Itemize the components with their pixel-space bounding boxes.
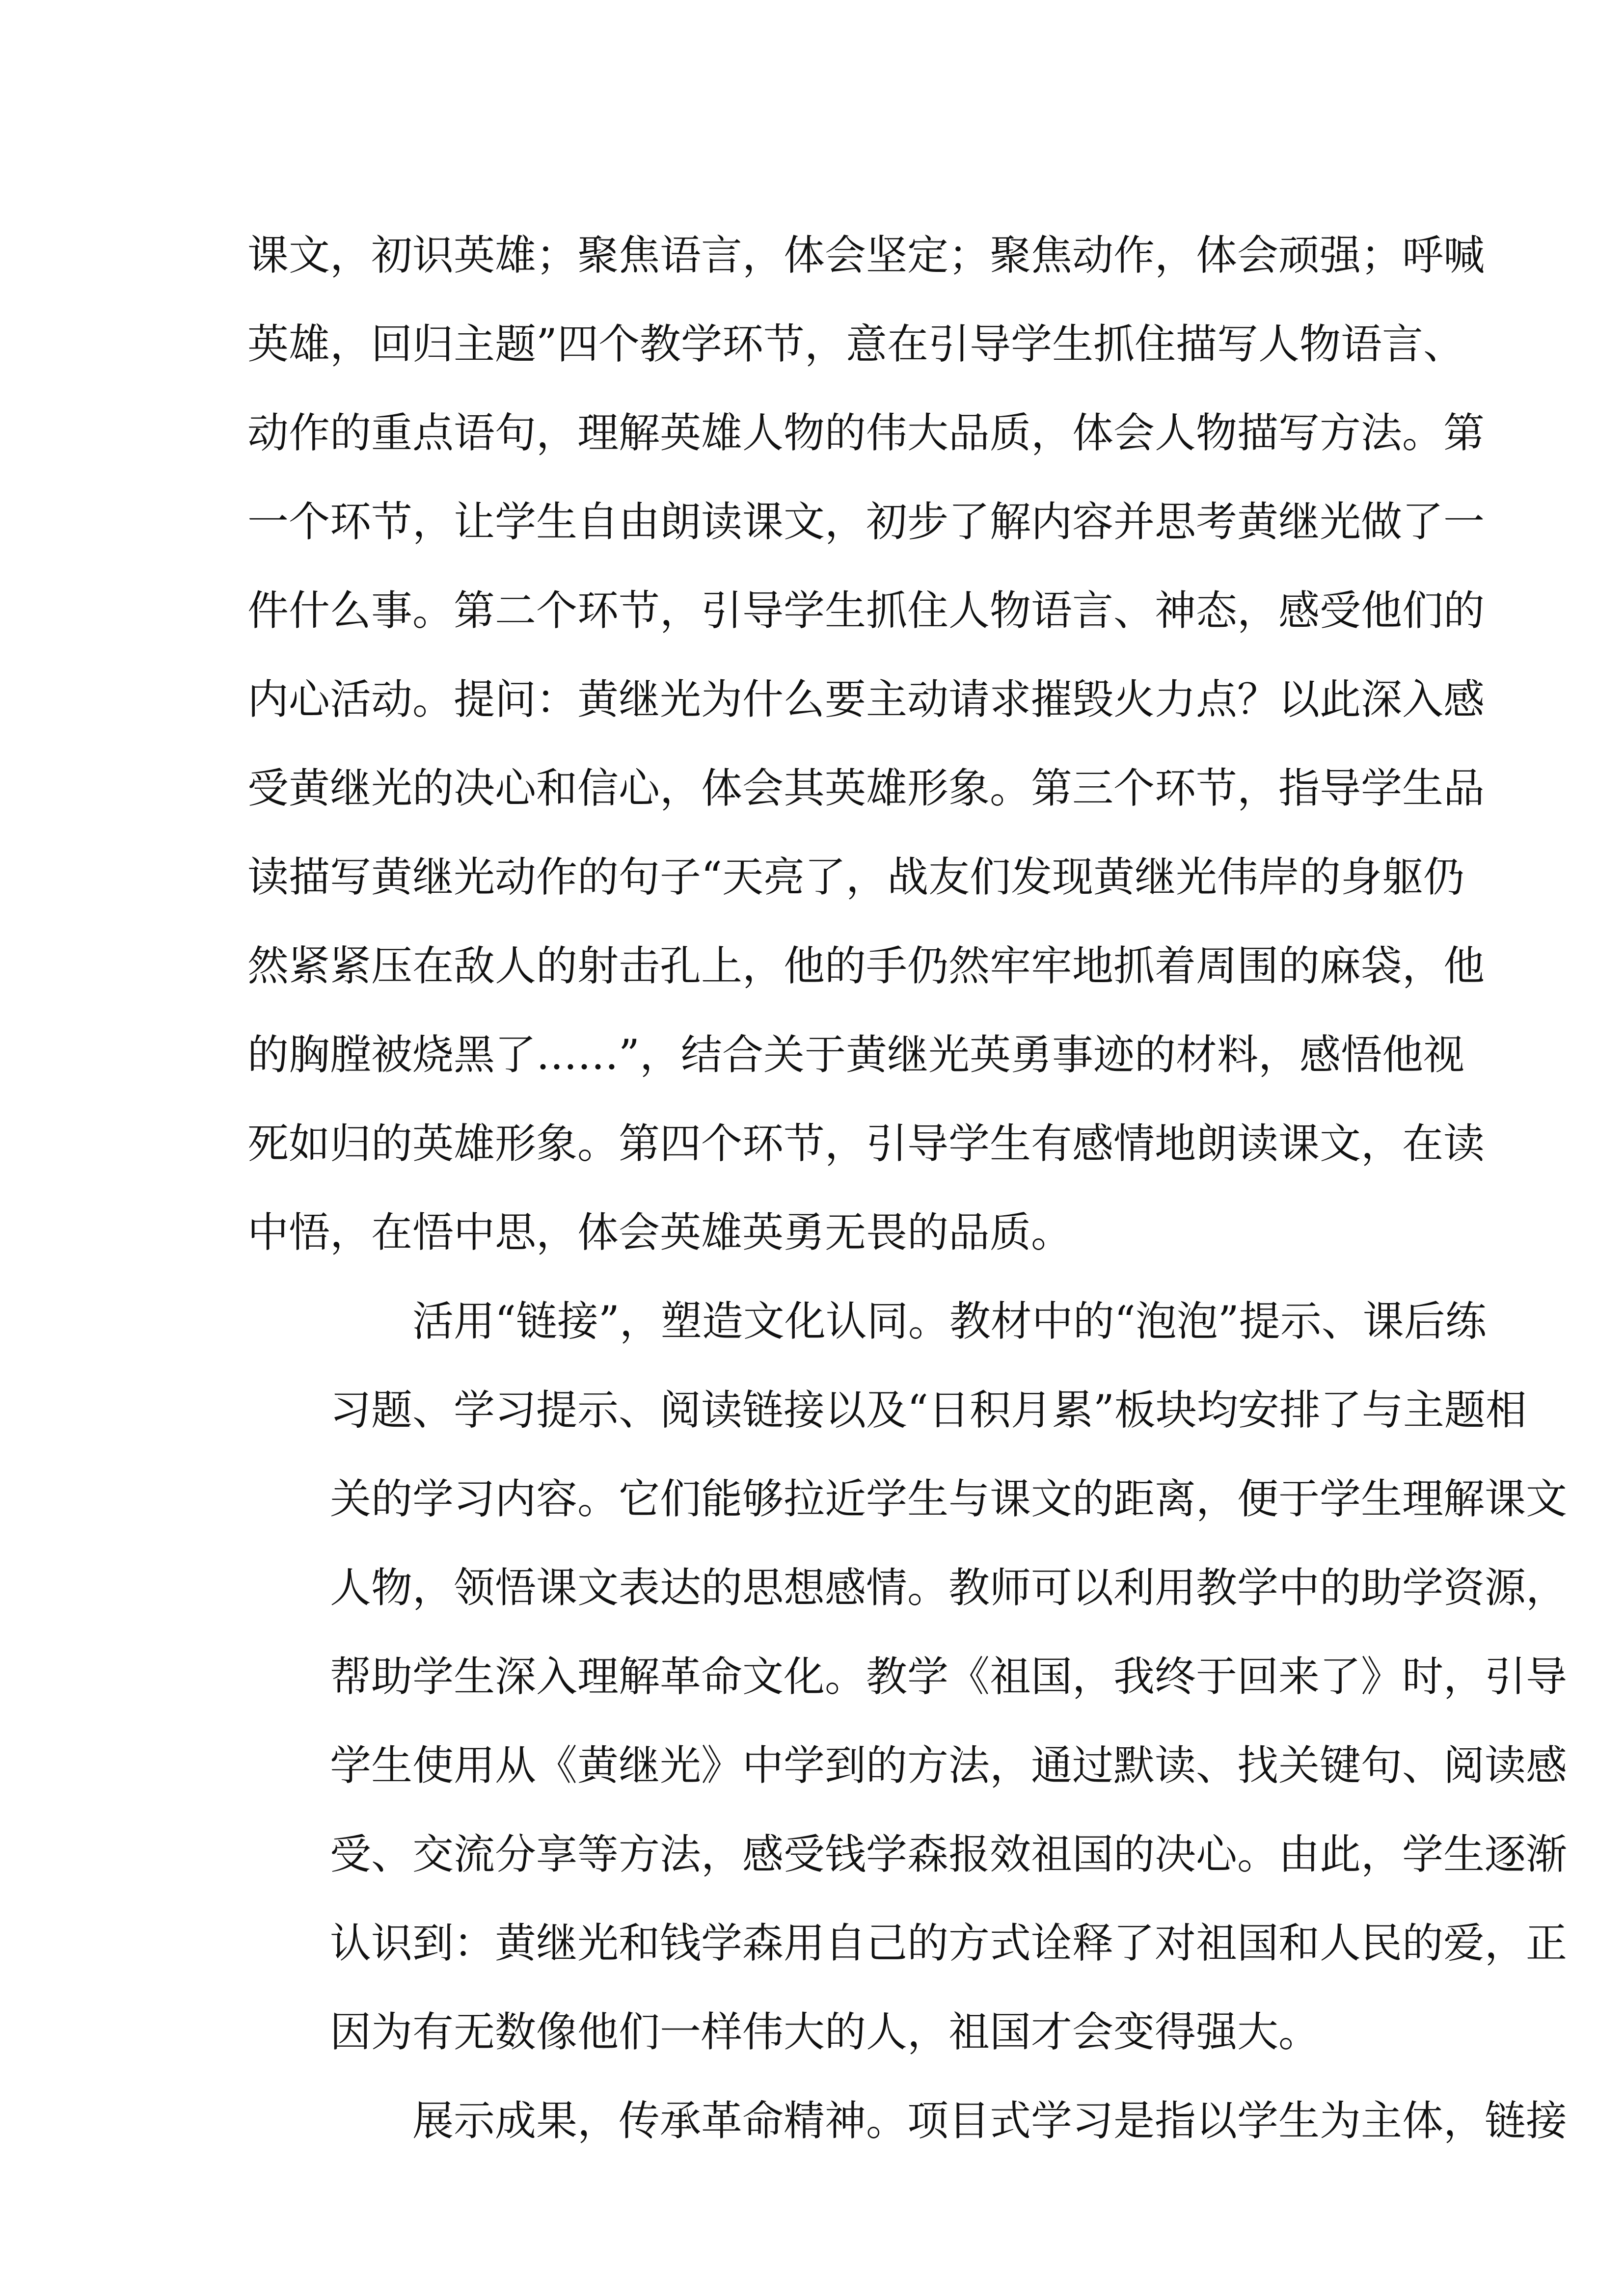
paragraph-line: 展示成果，传承革命精神。项目式学习是指以学生为主体，链接 (412, 2097, 1568, 2145)
paragraph-line: 读描写黄继光动作的句子“天亮了，战友们发现黄继光伟岸的身躯仍 (247, 853, 1464, 901)
paragraph-1 (247, 211, 1485, 1277)
paragraph-line: 关的学习内容。它们能够拉近学生与课文的距离，便于学生理解课文 (330, 1475, 1568, 1523)
paragraph-line: 活用“链接”，塑造文化认同。教材中的“泡泡”提示、课后练 (412, 1297, 1487, 1345)
paragraph-line: 一个环节，让学生自由朗读课文，初步了解内容并思考黄继光做了一 (247, 498, 1485, 546)
paragraph-line: 人物，领悟课文表达的思想感情。教师可以利用教学中的助学资源， (330, 1564, 1568, 1612)
paragraph-line: 英雄，回归主题”四个教学环节，意在引导学生抓住描写人物语言、 (247, 320, 1464, 368)
paragraph-2 (247, 1277, 1568, 2077)
paragraph-line: 习题、学习提示、阅读链接以及“日积月累”板块均安排了与主题相 (330, 1386, 1527, 1434)
paragraph-line: 受黄继光的决心和信心，体会其英雄形象。第三个环节，指导学生品 (247, 764, 1485, 812)
paragraph-line: 课文，初识英雄；聚焦语言，体会坚定；聚焦动作，体会顽强；呼喊 (247, 231, 1485, 279)
paragraph-line: 受、交流分享等方法，感受钱学森报效祖国的决心。由此，学生逐渐 (330, 1830, 1568, 1878)
paragraph-line: 学生使用从《黄继光》中学到的方法，通过默读、找关键句、阅读感 (330, 1741, 1568, 1789)
paragraph-line: 的胸膛被烧黑了……”，结合关于黄继光英勇事迹的材料，感悟他视 (247, 1031, 1464, 1079)
paragraph-line: 然紧紧压在敌人的射击孔上，他的手仍然牢牢地抓着周围的麻袋，他 (247, 942, 1485, 990)
document-body (247, 211, 1568, 2165)
paragraph-line: 帮助学生深入理解革命文化。教学《祖国，我终于回来了》时，引导 (330, 1653, 1568, 1701)
paragraph-line: 内心活动。提问：黄继光为什么要主动请求摧毁火力点？以此深入感 (247, 675, 1485, 723)
paragraph-line: 动作的重点语句，理解英雄人物的伟大品质，体会人物描写方法。第 (247, 409, 1485, 457)
paragraph-line: 因为有无数像他们一样伟大的人，祖国才会变得强大。 (330, 2008, 1320, 2056)
paragraph-line: 认识到：黄继光和钱学森用自己的方式诠释了对祖国和人民的爱，正 (330, 1919, 1568, 1967)
paragraph-line: 死如归的英雄形象。第四个环节，引导学生有感情地朗读课文，在读 (247, 1120, 1485, 1168)
paragraph-line: 中悟，在悟中思，体会英雄英勇无畏的品质。 (247, 1208, 1073, 1256)
paragraph-line: 件什么事。第二个环节，引导学生抓住人物语言、神态，感受他们的 (247, 587, 1485, 635)
paragraph-3 (247, 2077, 1568, 2165)
